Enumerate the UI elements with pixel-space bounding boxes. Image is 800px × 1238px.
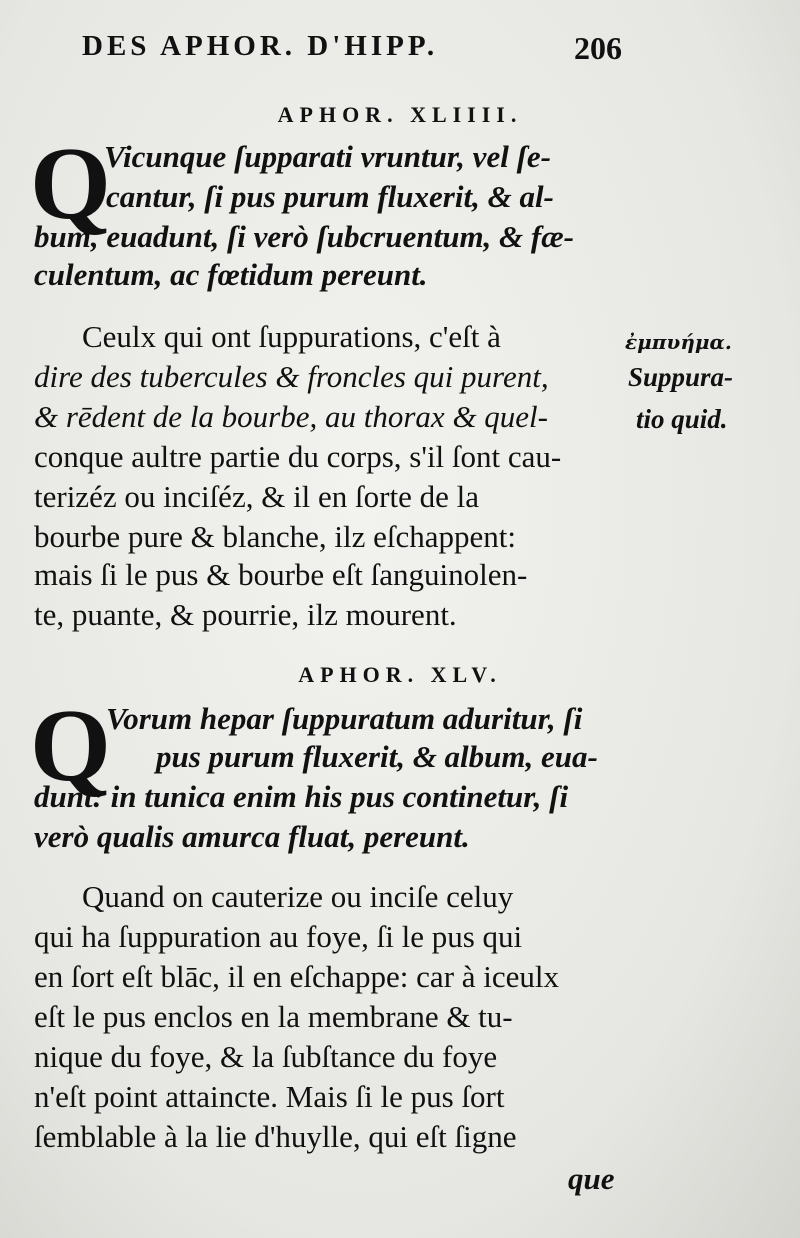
latin-line: Vicunque ſupparati vruntur, vel ſe- — [104, 139, 551, 174]
aphorism-45-dropcap: Q — [30, 688, 111, 803]
margin-greek-term: ἐμπυήμα. — [625, 330, 732, 354]
french-line: Quand on cauterize ou inciſe celuy — [82, 879, 514, 914]
latin-line: culentum, ac fœtidum pereunt. — [34, 257, 428, 292]
french-line: dire des tubercules & froncles qui purent, — [34, 359, 549, 394]
latin-line: cantur, ſi pus purum fluxerit, & al- — [106, 179, 554, 214]
french-line: terizéz ou inciſéz, & il en ſorte de la — [34, 479, 479, 514]
aphorism-44-dropcap: Q — [30, 126, 111, 241]
french-line: qui ha ſuppuration au foye, ſi le pus qui — [34, 919, 523, 954]
french-line: Ceulx qui ont ſuppurations, c'eſt à — [82, 319, 501, 354]
catchword: que — [568, 1161, 615, 1196]
latin-line: bum, euadunt, ſi verò ſubcruentum, & fæ- — [34, 219, 574, 254]
french-line: mais ſi le pus & bourbe eſt ſanguinolen- — [34, 557, 528, 592]
aphorism-45-heading: APHOR. XLV. — [298, 662, 502, 687]
running-head-title: DES APHOR. D'HIPP. — [82, 30, 439, 62]
french-line: te, puante, & pourrie, ilz mourent. — [34, 597, 457, 632]
aphorism-44-heading: APHOR. XLIIII. — [277, 102, 523, 127]
margin-note-line: tio quid. — [636, 404, 728, 434]
french-line: eſt le pus enclos en la membrane & tu- — [34, 999, 513, 1034]
latin-line: verò qualis amurca fluat, pereunt. — [34, 819, 470, 854]
french-line: & rēdent de la bourbe, au thorax & quel- — [34, 399, 548, 434]
french-line: n'eſt point attaincte. Mais ſi le pus ſort — [34, 1079, 505, 1114]
french-line: nique du foye, & la ſubſtance du foye — [34, 1039, 498, 1074]
running-head — [82, 30, 622, 66]
latin-line: dunt: in tunica enim his pus continetur, ſi — [34, 779, 569, 814]
latin-line: Vorum hepar ſuppuratum aduritur, ſi — [106, 701, 583, 736]
french-line: ſemblable à la lie d'huylle, qui eſt ſigne — [34, 1119, 517, 1154]
french-line: en ſort eſt blāc, il en eſchappe: car à iceulx — [34, 959, 560, 994]
french-line: conque aultre partie du corps, s'il ſont cau- — [34, 439, 562, 474]
margin-note-line: Suppura- — [628, 362, 734, 392]
french-line: bourbe pure & blanche, ilz eſchappent: — [34, 519, 517, 554]
latin-line: pus purum fluxerit, & album, eua- — [156, 739, 598, 774]
page-number: 206 — [574, 30, 622, 66]
